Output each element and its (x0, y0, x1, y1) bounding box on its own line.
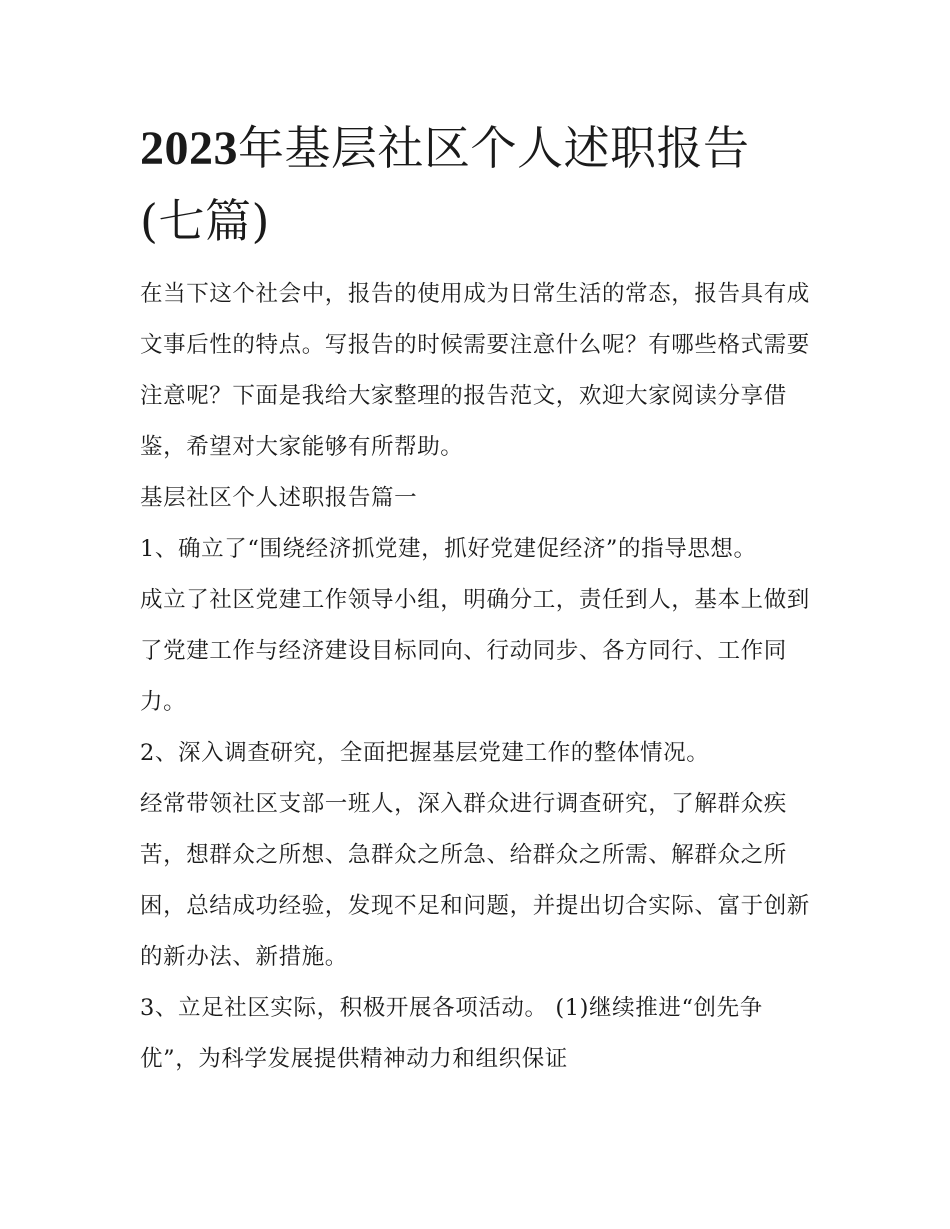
point-heading-2: 2、深入调查研究，全面把握基层党建工作的整体情况。 (140, 740, 710, 766)
document-body (140, 269, 820, 1085)
point-body-1: 成立了社区党建工作领导小组，明确分工，责任到人，基本上做到了党建工作与经济建设目标同向、行动同步、各方同行、工作同力。 (140, 587, 810, 715)
title-line2-text: (七篇) (140, 194, 270, 248)
title-year: 2023 (140, 122, 238, 175)
title-line1-text: 年基层社区个人述职报告 (238, 121, 750, 175)
point-heading-3: 3、立足社区实际，积极开展各项活动。 (1)继续推进“创先争优”，为科学发展提供精神动力和组织保证 (140, 995, 763, 1072)
section-heading: 基层社区个人述职报告篇一 (140, 485, 418, 511)
document-title (140, 112, 820, 257)
document-content (140, 112, 820, 1085)
intro-paragraph: 在当下这个社会中，报告的使用成为日常生活的常态，报告具有成文事后性的特点。写报告的时候需要注意什么呢？有哪些格式需要注意呢？下面是我给大家整理的报告范文，欢迎大家阅读分享借鉴，希望对大家能够有所帮助。 (140, 281, 810, 460)
point-heading-1: 1、确立了“围绕经济抓党建，抓好党建促经济”的指导思想。 (140, 536, 757, 562)
point-body-2: 经常带领社区支部一班人，深入群众进行调查研究，了解群众疾苦，想群众之所想、急群众之所急、给群众之所需、解群众之所困，总结成功经验，发现不足和问题，并提出切合实际、富于创新的新办法、新措施。 (140, 791, 810, 970)
